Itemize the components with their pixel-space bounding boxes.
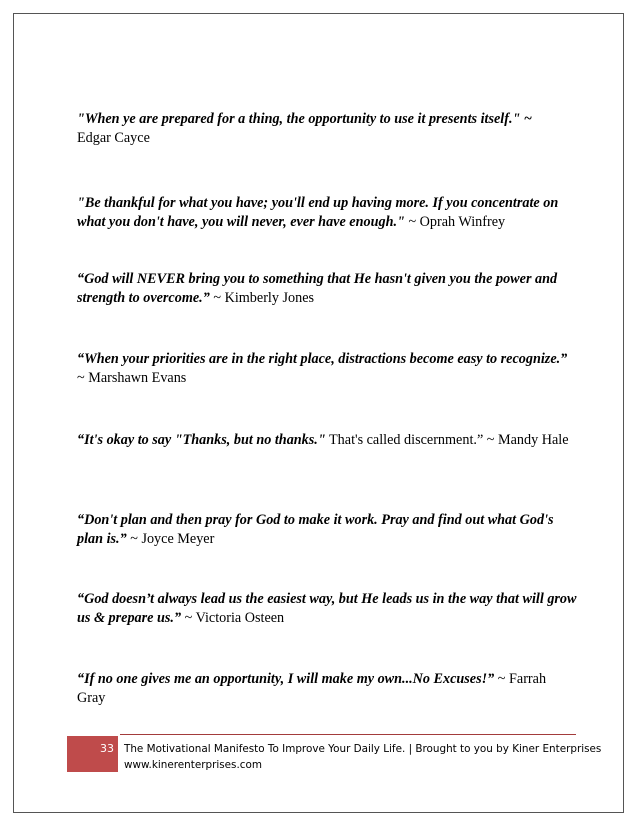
quote-text: “Don't plan and then pray for God to make it work. Pray and find out what God's plan is.” [77,512,554,547]
quote-5 [77,431,577,450]
quote-text: “If no one gives me an opportunity, I will make my own...No Excuses!” [77,671,495,687]
footer-text [124,741,602,773]
quote-author: ~ Joyce Meyer [130,531,215,547]
quote-author: ~ Oprah Winfrey [408,214,506,230]
quote-6 [77,511,577,549]
quote-text: "When ye are prepared for a thing, the opportunity to use it presents itself." ~ [77,111,532,127]
footer-website: www.kinerenterprises.com [124,759,262,771]
quote-author: Edgar Cayce [77,130,150,146]
footer-divider [120,734,576,735]
quote-author: ~ Victoria Osteen [184,610,285,626]
quote-author: ~ Farrah Gray [77,671,547,706]
quote-text: “When your priorities are in the right place, distractions become easy to recognize.” [77,351,568,367]
quote-text: "Be thankful for what you have; you'll end up having more. If you concentrate on what you don't have, you will never, ever have enough." [77,195,559,230]
footer-title: The Motivational Manifesto To Improve Your Daily Life. | Brought to you by Kiner Enterprises [124,743,602,755]
quote-text: “It's okay to say "Thanks, but no thanks." [77,432,326,448]
quote-2 [77,194,577,232]
quote-3 [77,270,577,308]
quote-author: That's called discernment.” ~ Mandy Hale [329,432,569,448]
page-number: 33 [67,736,118,772]
quote-8 [77,670,577,708]
quote-text: “God will NEVER bring you to something that He hasn't given you the power and strength to overcome.” [77,271,558,306]
quote-author: ~ Marshawn Evans [77,370,187,386]
quote-author: ~ Kimberly Jones [213,290,315,306]
quote-4 [77,350,577,388]
quote-7 [77,590,577,628]
quote-text: “God doesn’t always lead us the easiest way, but He leads us in the way that will grow us & prepare us.” [77,591,577,626]
quote-1 [77,110,577,148]
